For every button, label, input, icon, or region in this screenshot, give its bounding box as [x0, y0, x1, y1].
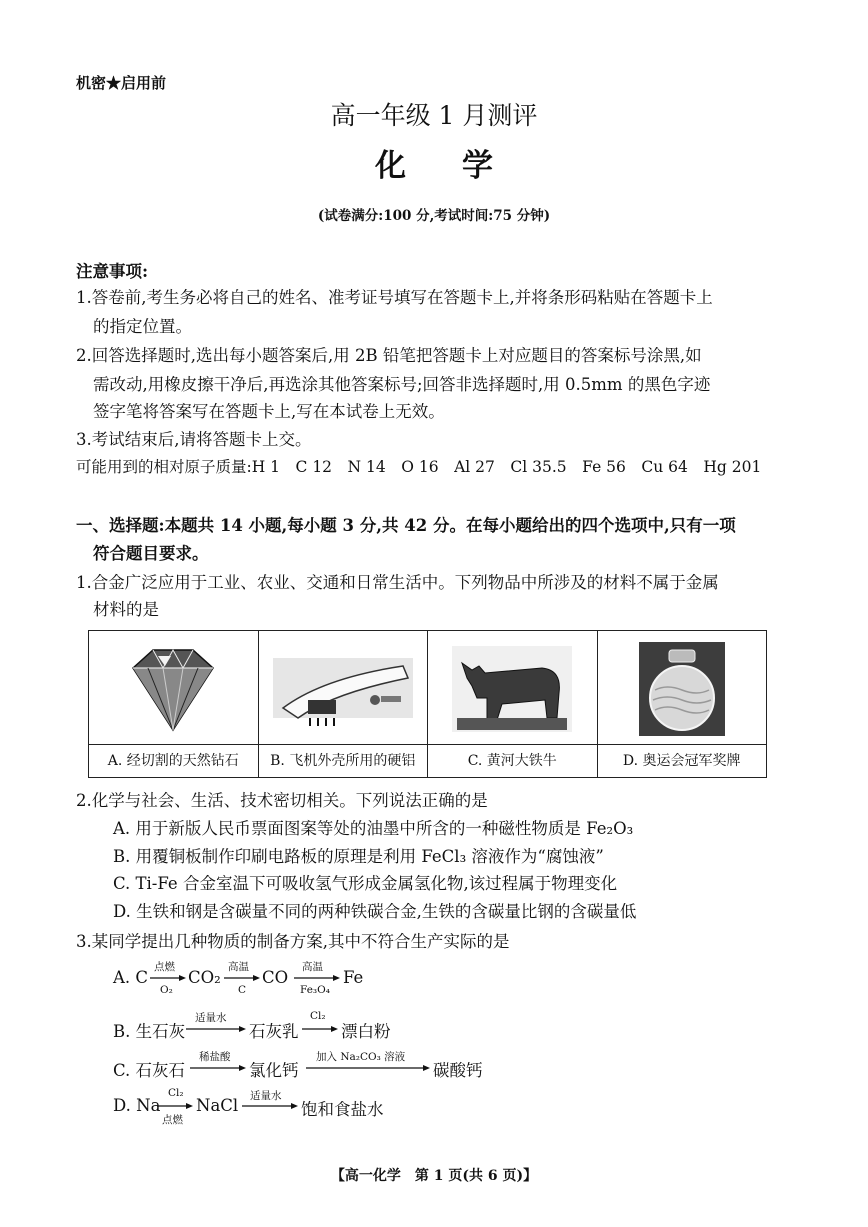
reaction-arrow — [224, 974, 260, 982]
reaction-condition: 高温 — [228, 961, 249, 973]
note-line: 3.考试结束后,请将答题卡上交。 — [76, 430, 312, 449]
iron-ox-icon — [428, 631, 597, 744]
medal-icon — [598, 631, 767, 744]
reaction-arrow — [186, 1025, 246, 1033]
q2-stem: 2.化学与社会、生活、技术密切相关。下列说法正确的是 — [76, 791, 488, 810]
reaction-species: 碳酸钙 — [433, 1061, 483, 1080]
q2-option-d: D. 生铁和钢是含碳量不同的两种铁碳合金,生铁的含碳量比钢的含碳量低 — [113, 902, 637, 921]
reaction-species: C. 石灰石 — [113, 1061, 186, 1080]
subject-title: 化学 — [375, 148, 549, 184]
option-cell-b — [258, 631, 428, 778]
reaction-species: A. C — [113, 968, 149, 987]
reaction-condition: Cl₂ — [168, 1087, 184, 1099]
note-line: 的指定位置。 — [93, 317, 192, 336]
q2-option-c: C. Ti-Fe 合金室温下可吸收氢气形成金属氢化物,该过程属于物理变化 — [113, 874, 618, 893]
reaction-species: CO — [262, 968, 289, 987]
option-caption: B. 飞机外壳所用的硬铝 — [259, 744, 428, 777]
reaction-arrow — [302, 1025, 338, 1033]
reaction-species: Fe — [343, 968, 364, 987]
option-caption: C. 黄河大铁牛 — [428, 744, 597, 777]
option-caption: D. 奥运会冠军奖牌 — [598, 744, 767, 777]
reaction-species: 饱和食盐水 — [301, 1100, 384, 1119]
reaction-arrow — [306, 1064, 430, 1072]
section-heading-cont: 符合题目要求。 — [93, 544, 209, 563]
reaction-condition: O₂ — [160, 984, 173, 996]
exam-info: (试卷满分:100 分,考试时间:75 分钟) — [317, 208, 551, 224]
reaction-arrow — [242, 1102, 298, 1110]
option-cell-d — [597, 631, 767, 778]
option-cell-a — [89, 631, 259, 778]
reaction-arrow — [294, 974, 340, 982]
reaction-species: NaCl — [196, 1096, 239, 1115]
q2-option-a: A. 用于新版人民币票面图案等处的油墨中所含的一种磁性物质是 Fe₂O₃ — [113, 819, 634, 838]
reaction-condition: 点燃 — [154, 961, 175, 973]
q3-stem: 3.某同学提出几种物质的制备方案,其中不符合生产实际的是 — [76, 932, 510, 951]
q1-stem-cont: 材料的是 — [93, 600, 159, 619]
reaction-condition: Fe₃O₄ — [300, 984, 330, 996]
notes-heading: 注意事项: — [76, 262, 149, 281]
airplane-icon — [259, 631, 428, 744]
reaction-arrow — [190, 1064, 246, 1072]
confidential-label: 机密★启用前 — [76, 74, 167, 92]
reaction-condition: 点燃 — [162, 1114, 183, 1126]
q1-options-table — [88, 630, 767, 778]
option-caption: A. 经切割的天然钻石 — [89, 744, 258, 777]
note-line: 1.答卷前,考生务必将自己的姓名、准考证号填写在答题卡上,并将条形码粘贴在答题卡上 — [76, 288, 713, 307]
atomic-masses: 可能用到的相对原子质量:H 1 C 12 N 14 O 16 Al 27 Cl 35.5 Fe 56 Cu 64 Hg 201 — [76, 458, 762, 476]
reaction-condition: 加入 Na₂CO₃ 溶液 — [316, 1051, 406, 1063]
section-heading: 一、选择题:本题共 14 小题,每小题 3 分,共 42 分。在每小题给出的四个选项中,只有一项 — [76, 516, 736, 535]
reaction-condition: 适量水 — [250, 1090, 282, 1102]
option-cell-c — [428, 631, 598, 778]
reaction-condition: 稀盐酸 — [199, 1051, 231, 1063]
reaction-condition: C — [238, 984, 247, 996]
note-line: 需改动,用橡皮擦干净后,再选涂其他答案标号;回答非选择题时,用 0.5mm 的黑色字迹 — [93, 375, 711, 394]
reaction-arrow — [157, 1102, 193, 1110]
page-footer: 【高一化学 第 1 页(共 6 页)】 — [330, 1168, 538, 1184]
reaction-condition: 高温 — [302, 961, 323, 973]
exam-title: 高一年级 1 月测评 — [330, 101, 538, 130]
reaction-species: 漂白粉 — [341, 1022, 391, 1041]
reaction-species: B. 生石灰 — [113, 1022, 186, 1041]
q1-stem: 1.合金广泛应用于工业、农业、交通和日常生活中。下列物品中所涉及的材料不属于金属 — [76, 573, 719, 592]
reaction-species: D. Na — [113, 1096, 161, 1115]
reaction-species: CO₂ — [188, 968, 221, 987]
reaction-condition: Cl₂ — [310, 1010, 326, 1022]
diamond-icon — [89, 631, 258, 744]
q2-option-b: B. 用覆铜板制作印刷电路板的原理是利用 FeCl₃ 溶液作为“腐蚀液” — [113, 847, 604, 866]
reaction-species: 氯化钙 — [249, 1061, 299, 1080]
note-line: 2.回答选择题时,选出每小题答案后,用 2B 铅笔把答题卡上对应题目的答案标号涂黑,如 — [76, 346, 702, 365]
reaction-species: 石灰乳 — [249, 1022, 299, 1041]
reaction-arrow — [150, 974, 186, 982]
reaction-condition: 适量水 — [195, 1012, 227, 1024]
note-line: 签字笔将答案写在答题卡上,写在本试卷上无效。 — [93, 402, 445, 421]
